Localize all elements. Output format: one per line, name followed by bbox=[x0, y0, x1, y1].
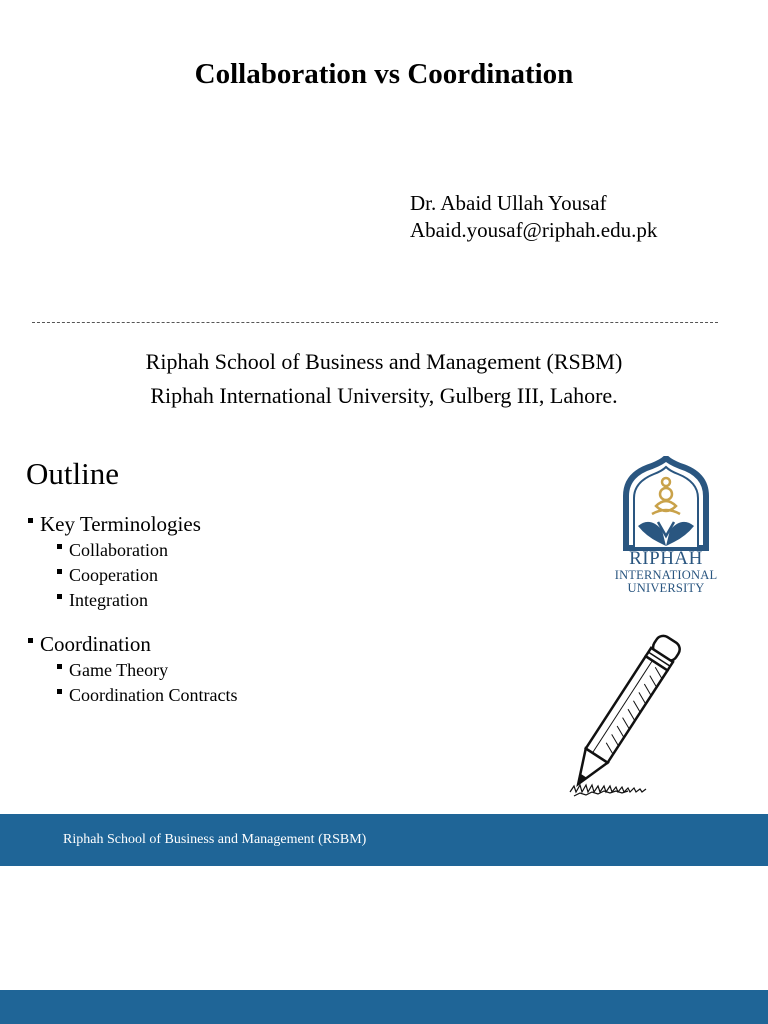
list-item bbox=[28, 510, 448, 538]
divider bbox=[32, 322, 718, 323]
bullet-icon bbox=[57, 689, 62, 694]
bullet-icon bbox=[57, 664, 62, 669]
list-item bbox=[28, 588, 448, 613]
logo-text-university: UNIVERSITY bbox=[627, 581, 705, 595]
list-item bbox=[28, 658, 448, 683]
outline-subitem-label: Coordination Contracts bbox=[69, 685, 238, 705]
bullet-icon bbox=[57, 569, 62, 574]
outline-list bbox=[28, 510, 448, 725]
institution-line-1: Riphah School of Business and Management (RSBM) bbox=[145, 349, 623, 374]
list-item bbox=[28, 563, 448, 588]
list-item bbox=[28, 538, 448, 563]
footer-bar bbox=[0, 814, 768, 866]
author-email: Abaid.yousaf@riphah.edu.pk bbox=[410, 218, 658, 242]
outline-group-coordination bbox=[28, 630, 448, 708]
institution-line-2: Riphah International University, Gulberg III, Lahore. bbox=[150, 383, 618, 408]
outline-item-label: Key Terminologies bbox=[40, 512, 201, 536]
outline-heading: Outline bbox=[26, 456, 119, 491]
outline-subitem-label: Integration bbox=[69, 590, 148, 610]
slide-title: Collaboration vs Coordination bbox=[194, 58, 574, 90]
author-block bbox=[410, 190, 657, 244]
footer-text: Riphah School of Business and Management (RSBM) bbox=[63, 832, 367, 847]
outline-subitem-label: Game Theory bbox=[69, 660, 169, 680]
bullet-icon bbox=[57, 594, 62, 599]
bullet-icon bbox=[28, 518, 33, 523]
list-item bbox=[28, 630, 448, 658]
list-item bbox=[28, 683, 448, 708]
author-name: Dr. Abaid Ullah Yousaf bbox=[410, 191, 607, 215]
outline-group-key-terminologies bbox=[28, 510, 448, 613]
outline-item-label: Coordination bbox=[40, 632, 151, 656]
logo-text-international: INTERNATIONAL bbox=[614, 568, 718, 582]
pencil-icon bbox=[560, 622, 690, 804]
bullet-icon bbox=[57, 544, 62, 549]
outline-subitem-label: Cooperation bbox=[69, 565, 158, 585]
outline-subitem-label: Collaboration bbox=[69, 540, 168, 560]
bullet-icon bbox=[28, 638, 33, 643]
bottom-bar bbox=[0, 990, 768, 1024]
institution-block bbox=[0, 345, 768, 413]
logo-text-riphah: RIPHAH bbox=[629, 548, 703, 569]
